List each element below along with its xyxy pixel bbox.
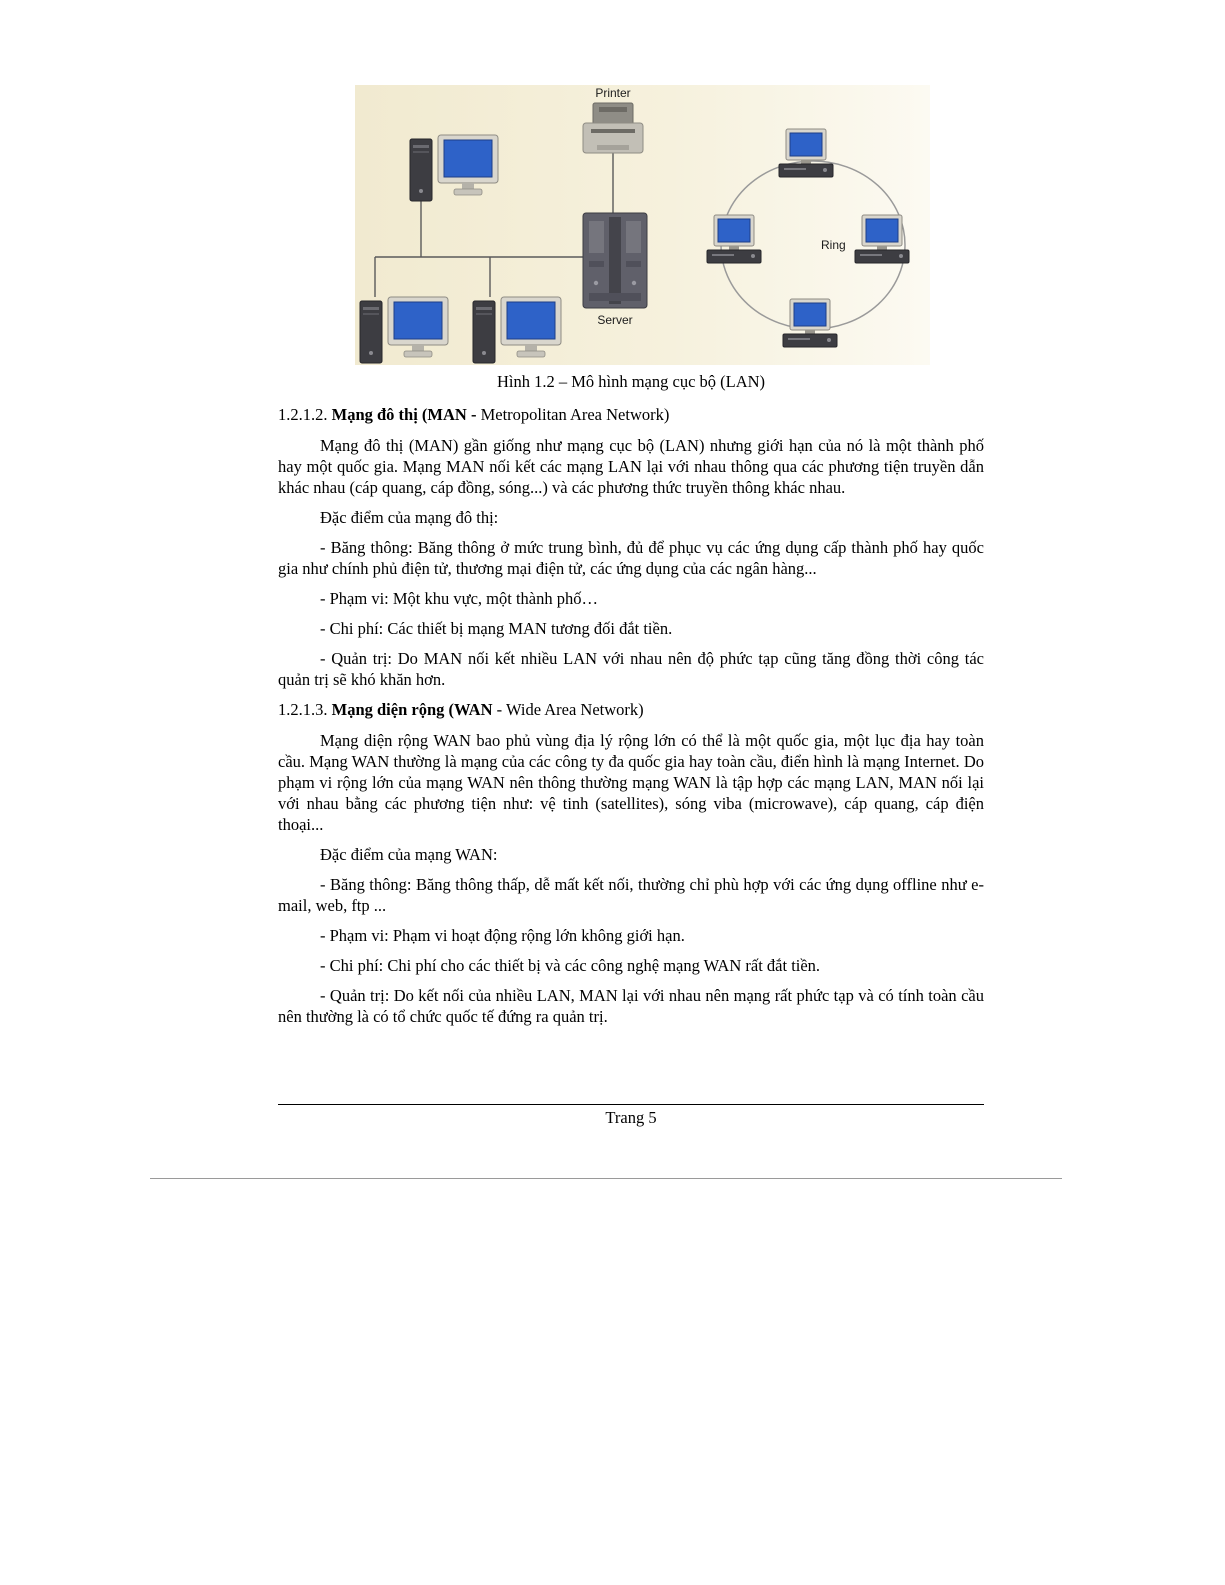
list-item: - Băng thông: Băng thông ở mức trung bình, đủ để phục vụ các ứng dụng cấp thành phố hay quốc gia như chính phủ điện tử, thương mại điện tử, các ứng dụng của các ngân hàng... xyxy=(278,538,984,578)
list-item: - Chi phí: Các thiết bị mạng MAN tương đối đắt tiền. xyxy=(320,619,673,638)
paragraph-wan-intro: Mạng diện rộng WAN bao phủ vùng địa lý rộng lớn có thể là một quốc gia, một lục địa hay toàn cầu. Mạng WAN thường là mạng của các công ty đa quốc gia hay toàn cầu, điển hình là mạng Internet. Do phạm vi rộng lớn của mạng WAN nên thông thường mạng WAN là tập hợp các mạng LAN, MAN nối lại với nhau bằng các phương tiện như: vệ tinh (satellites), sóng viba (microwave), cáp quang, cáp điện thoại... xyxy=(278,731,984,834)
figure-caption: Hình 1.2 – Mô hình mạng cục bộ (LAN) xyxy=(496,372,766,391)
section-title-rest: Metropolitan Area Network) xyxy=(480,405,670,424)
section-heading-man xyxy=(278,404,984,425)
lan-diagram-figure xyxy=(355,85,930,365)
ring-computer-icon xyxy=(707,215,761,263)
section-number: 1.2.1.2. xyxy=(278,405,332,424)
section-heading-wan xyxy=(278,699,984,720)
section-title-rest: - Wide Area Network) xyxy=(492,700,644,719)
server-label: Server xyxy=(597,313,633,327)
paragraph-man-intro: Mạng đô thị (MAN) gần giống như mạng cục bộ (LAN) nhưng giới hạn của nó là một thành phố hay một quốc gia. Mạng MAN nối kết các mạng LAN lại với nhau thông qua các phương tiện truyền dẫn khác nhau (cáp quang, cáp đồng, sóng...) và các phương thức truyền thông khác nhau. xyxy=(278,436,984,497)
page-number: Trang 5 xyxy=(605,1108,657,1127)
page-separator-rule xyxy=(150,1178,1062,1179)
list-item: - Quản trị: Do kết nối của nhiều LAN, MAN lại với nhau nên mạng rất phức tạp và có tính toàn cầu nên thường là có tổ chức quốc tế đứng ra quản trị. xyxy=(278,986,984,1026)
section-title-bold: Mạng đô thị (MAN - xyxy=(331,405,481,424)
ring-computer-icon xyxy=(779,129,833,177)
ring-label: Ring xyxy=(821,238,846,252)
ring-computer-icon xyxy=(783,299,837,347)
list-item: - Băng thông: Băng thông thấp, dễ mất kết nối, thường chỉ phù hợp với các ứng dụng offline như e-mail, web, ftp ... xyxy=(278,875,984,915)
ring-computer-icon xyxy=(855,215,909,263)
document-body xyxy=(278,399,984,1036)
list-item: - Chi phí: Chi phí cho các thiết bị và các công nghệ mạng WAN rất đắt tiền. xyxy=(320,956,821,975)
section-number: 1.2.1.3. xyxy=(278,700,332,719)
server-icon xyxy=(583,213,647,308)
list-item: - Phạm vi: Phạm vi hoạt động rộng lớn không giới hạn. xyxy=(320,926,685,945)
footer-rule xyxy=(278,1104,984,1105)
list-item: - Quản trị: Do MAN nối kết nhiều LAN với nhau nên độ phức tạp cũng tăng đồng thời công tác quản trị sẽ khó khăn hơn. xyxy=(278,649,984,689)
section-title-bold: Mạng diện rộng (WAN xyxy=(331,700,493,719)
lan-diagram xyxy=(355,85,930,365)
paragraph-man-features-title: Đặc điểm của mạng đô thị: xyxy=(320,508,499,527)
paragraph-wan-features-title: Đặc điểm của mạng WAN: xyxy=(320,845,498,864)
printer-label: Printer xyxy=(595,86,631,100)
list-item: - Phạm vi: Một khu vực, một thành phố… xyxy=(320,589,598,608)
